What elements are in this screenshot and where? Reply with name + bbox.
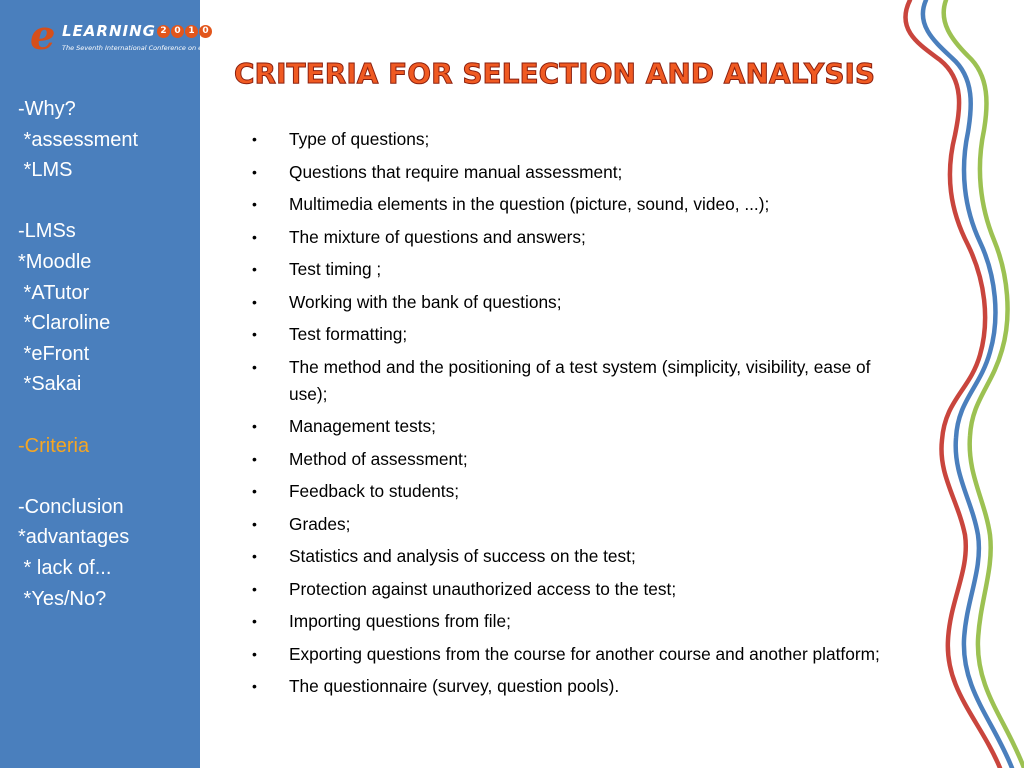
nav-lms[interactable]: *LMS	[18, 159, 73, 182]
criteria-item	[252, 413, 892, 440]
criteria-item	[252, 478, 892, 505]
nav-spacer	[18, 186, 198, 217]
criteria-item-text: The mixture of questions and answers;	[289, 226, 586, 247]
criteria-item-text: Protection against unauthorized access to the test;	[289, 578, 677, 599]
bullet-icon: •	[252, 548, 257, 564]
criteria-item	[252, 576, 892, 603]
criteria-item-text: The questionnaire (survey, question pools).	[289, 676, 620, 696]
nav-why[interactable]: -Why?	[18, 98, 76, 120]
nav-conclusion[interactable]: -Conclusion	[18, 495, 124, 518]
wave-green	[944, 0, 1024, 768]
nav-assessment[interactable]: *assessment	[18, 128, 139, 151]
bullet-icon: •	[252, 515, 257, 532]
bullet-icon: •	[252, 228, 257, 245]
bullet-icon: •	[252, 678, 257, 694]
bullet-icon: •	[252, 131, 257, 147]
nav-atutor[interactable]: *ATutor	[18, 281, 90, 304]
bullet-icon: •	[252, 483, 257, 499]
criteria-item-text: Feedback to students;	[289, 481, 460, 501]
sidebar	[0, 0, 200, 768]
criteria-list	[252, 126, 892, 706]
criteria-item-text: Questions that require manual assessment;	[289, 161, 623, 182]
bullet-icon: •	[252, 645, 257, 662]
criteria-item	[252, 126, 892, 153]
nav-sakai[interactable]: *Sakai	[18, 373, 82, 396]
nav-lmss[interactable]: -LMSs	[18, 220, 76, 243]
bullet-icon: •	[252, 613, 257, 629]
criteria-item-text: Statistics and analysis of success on the test;	[289, 546, 636, 566]
criteria-item	[252, 159, 892, 186]
bullet-icon: •	[252, 450, 257, 467]
criteria-item-text: Importing questions from file;	[289, 611, 511, 631]
criteria-item-text: Method of assessment;	[289, 448, 468, 469]
criteria-item	[252, 511, 892, 538]
bullet-icon: •	[252, 293, 257, 310]
criteria-item	[252, 354, 892, 408]
criteria-item	[252, 224, 892, 251]
logo-year	[157, 25, 212, 38]
bullet-icon: •	[252, 261, 257, 277]
criteria-item	[252, 321, 892, 348]
logo-year-digit: 0	[199, 25, 212, 38]
criteria-item-text: Multimedia elements in the question (picture, sound, video, ...);	[289, 194, 770, 214]
nav-criteria-active[interactable]: -Criteria	[18, 434, 90, 457]
sidebar-nav	[18, 94, 198, 614]
bullet-icon: •	[252, 163, 257, 180]
criteria-item	[252, 256, 892, 283]
logo-tagline: The Seventh International Conference on e-Learning	[62, 44, 233, 52]
logo-year-digit: 1	[185, 25, 198, 38]
bullet-icon: •	[252, 358, 257, 375]
logo-year-digit: 2	[157, 25, 170, 38]
criteria-item	[252, 673, 892, 700]
criteria-item	[252, 446, 892, 473]
criteria-item-text: Working with the bank of questions;	[289, 291, 562, 312]
nav-spacer	[18, 400, 198, 431]
nav-moodle[interactable]: *Moodle	[18, 250, 92, 273]
criteria-item-text: Type of questions;	[289, 129, 430, 149]
bullet-icon: •	[252, 418, 257, 434]
logo-word	[62, 22, 212, 40]
criteria-item	[252, 543, 892, 570]
criteria-item-text: Test formatting;	[289, 324, 408, 344]
bullet-icon: •	[252, 326, 257, 342]
bullet-icon: •	[252, 580, 257, 597]
nav-advantages[interactable]: *advantages	[18, 526, 130, 549]
criteria-item	[252, 289, 892, 316]
nav-lack-of[interactable]: * lack of...	[18, 556, 112, 579]
decorative-waves	[890, 0, 1024, 768]
elearning-logo	[30, 12, 240, 59]
criteria-item-text: Grades;	[289, 513, 351, 534]
nav-claroline[interactable]: *Claroline	[18, 312, 111, 335]
slide-title: CRITERIA FOR SELECTION AND ANALYSIS	[234, 57, 876, 90]
nav-spacer	[18, 461, 198, 492]
bullet-icon: •	[252, 196, 257, 212]
criteria-item	[252, 191, 892, 218]
criteria-item	[252, 641, 892, 668]
logo-word-text: LEARNING	[62, 22, 156, 40]
criteria-item-text: Exporting questions from the course for another course and another platform;	[289, 643, 880, 664]
logo-e-letter: e	[30, 12, 56, 59]
nav-yes-no[interactable]: *Yes/No?	[18, 587, 107, 610]
criteria-item-text: Test timing ;	[289, 259, 382, 279]
nav-efront[interactable]: *eFront	[18, 342, 90, 365]
logo-year-digit: 0	[171, 25, 184, 38]
criteria-item	[252, 608, 892, 635]
criteria-item-text: The method and the positioning of a test system (simplicity, visibility, ease of use);	[289, 356, 871, 404]
criteria-item-text: Management tests;	[289, 416, 436, 436]
